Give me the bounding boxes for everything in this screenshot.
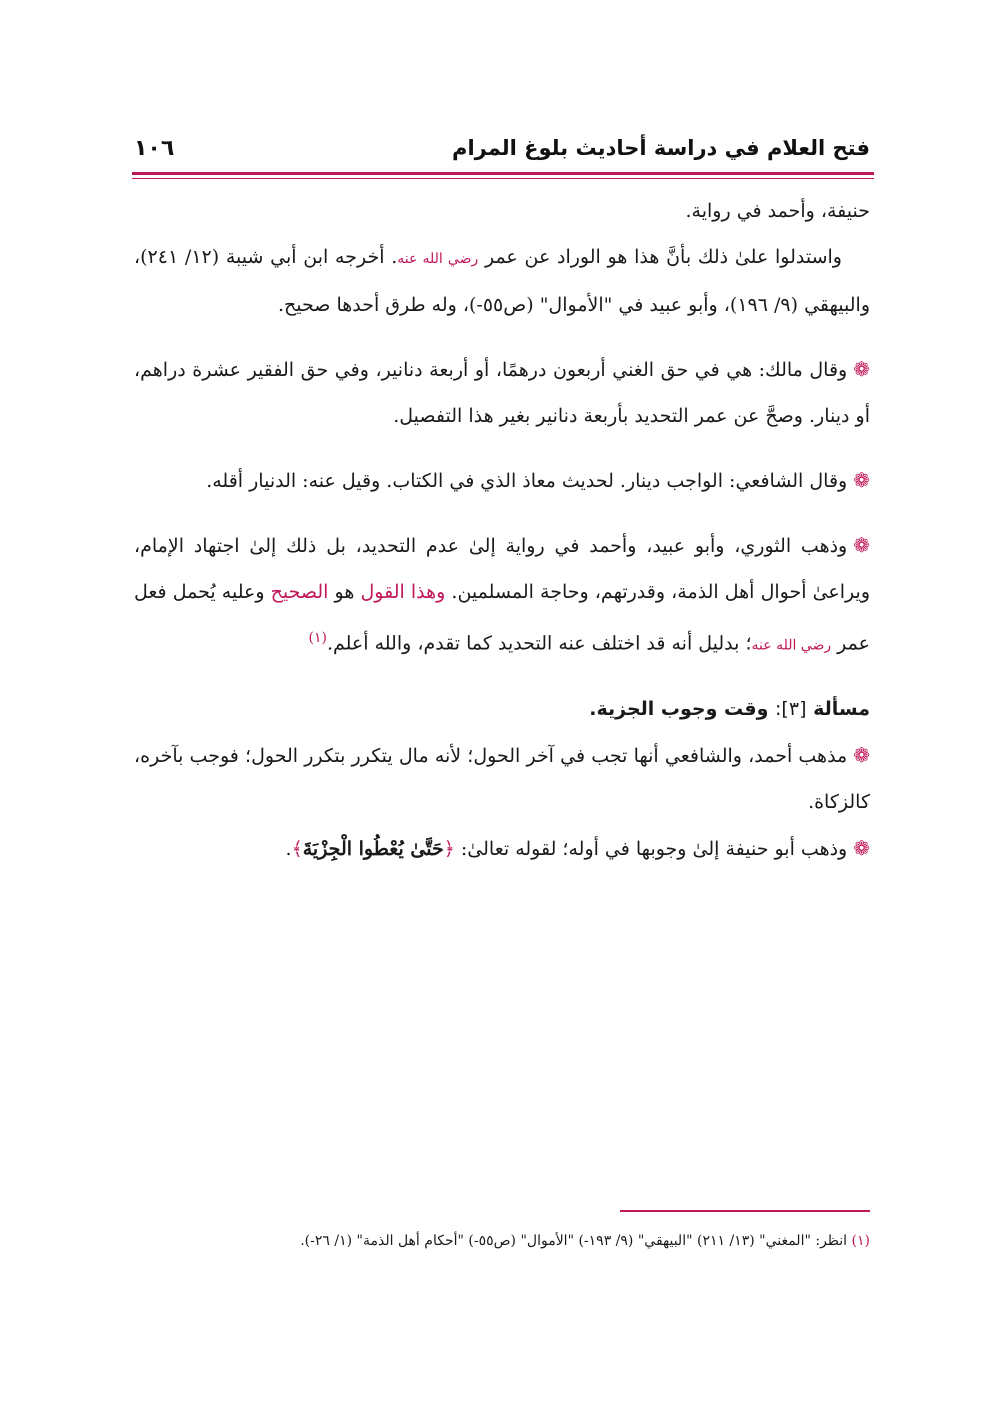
main-text (134, 188, 870, 872)
highlight-text: الصحيح (270, 581, 329, 603)
header-rule-thin (132, 178, 874, 179)
flower-icon: ❁ (853, 743, 870, 768)
paragraph: ❁وذهب أبو حنيفة إلىٰ وجوبها في أوله؛ لقوله تعالىٰ: ﴿حَتَّىٰ يُعْطُوا الْجِزْيَةَ﴾. (285, 836, 870, 861)
flower-icon: ❁ (853, 357, 870, 381)
flower-icon: ❁ (853, 836, 870, 861)
quran-bracket-close: ﴾ (291, 838, 303, 861)
quran-bracket-open: ﴿ (443, 838, 455, 861)
footnote-text: انظر: "المغني" (١٣/ ٢١١) "البيهقي" (٩/ ١٩٣-) "الأموال" (ص٥٥-) "أحكام أهل الذمة" (١/ ٢٦-). (300, 1233, 848, 1249)
honorific-mark: رضي الله عنه (751, 637, 832, 654)
header-rule (132, 172, 874, 175)
paragraph: واستدلوا علىٰ ذلك بأنَّ هذا هو الوراد عن عمر رضي الله عنه. أخرجه ابن أبي شيبة (١٢/ ٢٤١)، والبيهقي (٩/ ١٩٦)، وأبو عبيد في "الأموال" (ص٥٥-)، وله طرق أحدها صحيح. (134, 246, 870, 316)
paragraph: حنيفة، وأحمد في رواية. (685, 200, 870, 222)
page-header (134, 128, 870, 168)
footnote (134, 1228, 870, 1254)
footnote-number: (١) (851, 1233, 870, 1249)
paragraph: ❁وقال مالك: هي في حق الغني أربعون درهمًا، أو أربعة دنانير، وفي حق الفقير عشرة دراهم، أو دينار. وصحَّ عن عمر التحديد بأربعة دنانير بغير هذا التفصيل. (134, 357, 870, 427)
page-number: ١٠٦ (134, 135, 175, 161)
footnote-rule (620, 1210, 870, 1212)
highlight-text: وهذا القول (360, 581, 446, 603)
quran-verse: حَتَّىٰ يُعْطُوا الْجِزْيَةَ (302, 838, 444, 861)
honorific-mark: رضي الله عنه (397, 251, 479, 267)
book-title: فتح العلام في دراسة أحاديث بلوغ المرام (452, 136, 870, 160)
paragraph: ❁وذهب الثوري، وأبو عبيد، وأحمد في رواية إلىٰ عدم التحديد، بل ذلك إلىٰ اجتهاد الإمام، ويراعىٰ أحوال أهل الذمة، وقدرتهم، وحاجة المسلمين. وهذا القول هو الصحيح وعليه يُحمل فعل عمر رضي الله عنه؛ بدليل أنه قد اختلف عنه التحديد كما تقدم، والله أعلم.$^{(١)}$ (134, 533, 870, 655)
section-heading: مسألة [٣]: وقت وجوب الجزية. (589, 698, 870, 721)
footnote-ref[interactable]: (١) (308, 630, 327, 646)
paragraph: ❁وقال الشافعي: الواجب دينار. لحديث معاذ الذي في الكتاب. وقيل عنه: الدنيار أقله. (206, 468, 870, 492)
flower-icon: ❁ (853, 468, 870, 492)
flower-icon: ❁ (853, 533, 870, 557)
paragraph: ❁مذهب أحمد، والشافعي أنها تجب في آخر الحول؛ لأنه مال يتكرر بتكرر الحول؛ فوجب بآخره، كالزكاة. (134, 743, 870, 814)
